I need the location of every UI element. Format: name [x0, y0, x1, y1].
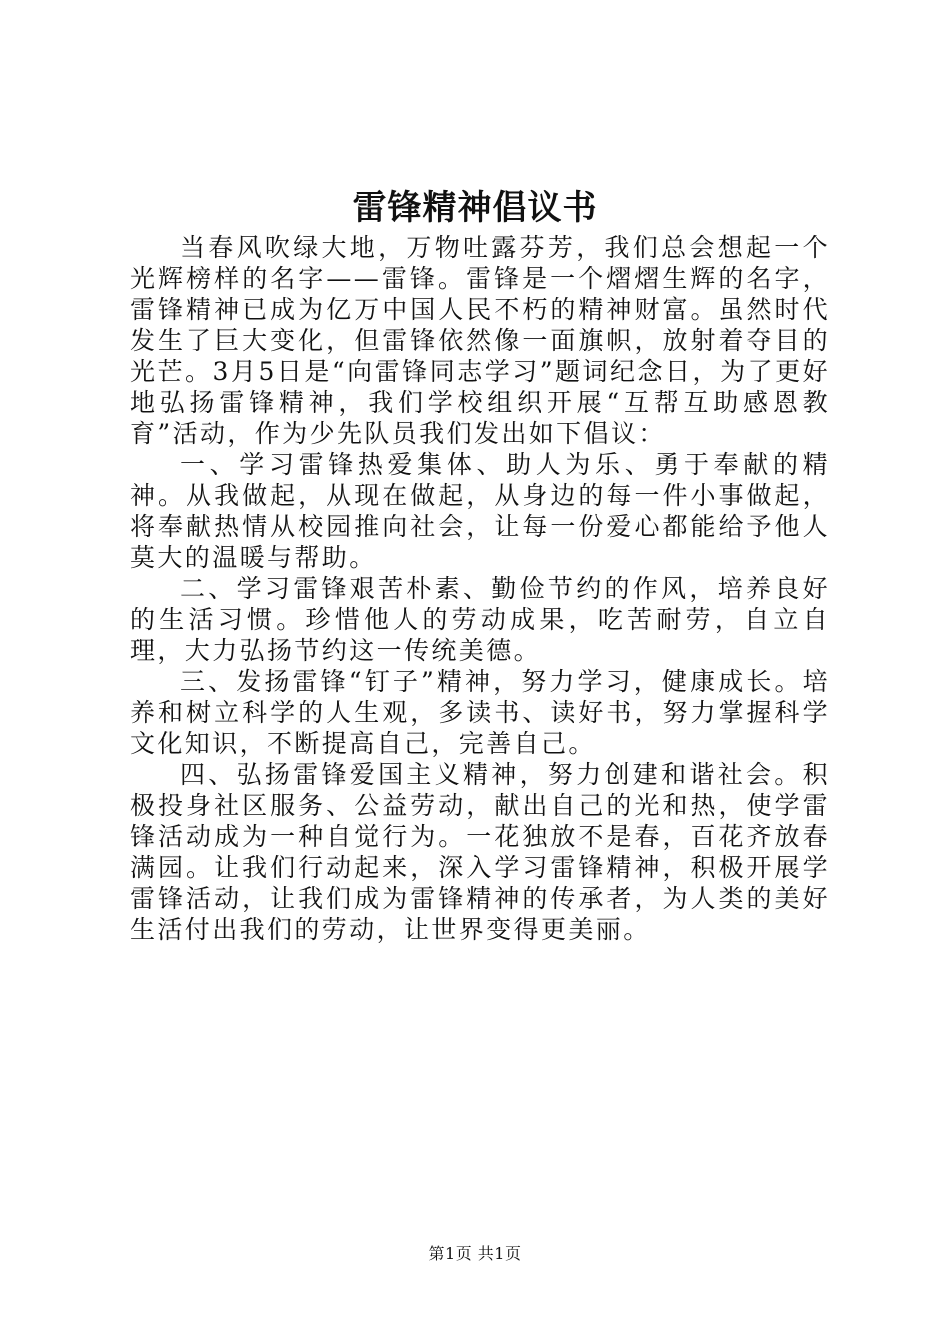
page-footer: 第1页 共1页: [428, 1244, 522, 1263]
paragraph-proposal-2: 二、学习雷锋艰苦朴素、勤俭节约的作风，培养良好的生活习惯。珍惜他人的劳动成果，吃苦耐劳，自立自理，大力弘扬节约这一传统美德。: [130, 574, 830, 665]
paragraph-intro: 当春风吹绿大地，万物吐露芬芳，我们总会想起一个光辉榜样的名字——雷锋。雷锋是一个熠熠生辉的名字，雷锋精神已成为亿万中国人民不朽的精神财富。虽然时代发生了巨大变化，但雷锋依然像一面旗帜，放射着夺目的光芒。3月5日是“向雷锋同志学习”题词纪念日，为了更好地弘扬雷锋精神，我们学校组织开展“互帮互助感恩教育”活动，作为少先队员我们发出如下倡议：: [130, 233, 830, 448]
document-title: 雷锋精神倡议书: [352, 188, 598, 228]
paragraph-proposal-1: 一、学习雷锋热爱集体、助人为乐、勇于奉献的精神。从我做起，从现在做起，从身边的每一件小事做起，将奉献热情从校园推向社会，让每一份爱心都能给予他人莫大的温暖与帮助。: [130, 450, 830, 572]
paragraph-proposal-4: 四、弘扬雷锋爱国主义精神，努力创建和谐社会。积极投身社区服务、公益劳动，献出自己的光和热，使学雷锋活动成为一种自觉行为。一花独放不是春，百花齐放春满园。让我们行动起来，深入学习雷锋精神，积极开展学雷锋活动，让我们成为雷锋精神的传承者，为人类的美好生活付出我们的劳动，让世界变得更美丽。: [130, 760, 830, 944]
document-body: [130, 232, 830, 945]
paragraph-proposal-3: 三、发扬雷锋“钉子”精神，努力学习，健康成长。培养和树立科学的人生观，多读书、读好书，努力掌握科学文化知识，不断提高自己，完善自己。: [130, 667, 830, 758]
